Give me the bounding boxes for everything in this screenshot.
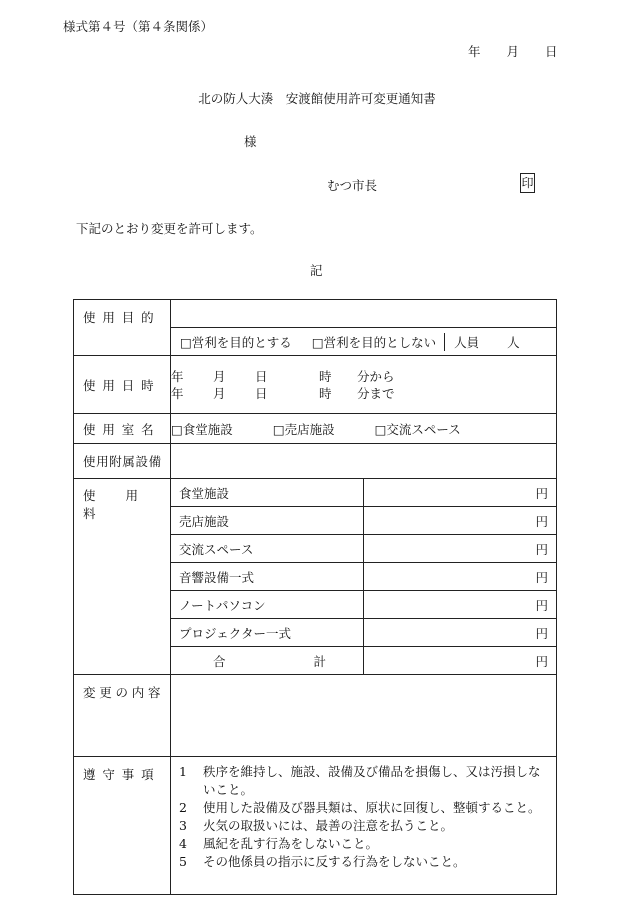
fees-label xyxy=(74,479,171,675)
fee-item-amount[interactable]: 円 xyxy=(364,563,557,591)
from-hour: 時 xyxy=(319,368,332,384)
room-option-lounge[interactable]: □交流スペース xyxy=(374,421,461,437)
from-year: 年 xyxy=(171,368,184,384)
issuer: むつ市長 xyxy=(327,178,378,193)
fee-total-label-1: 合 xyxy=(213,653,226,669)
rules-label: 遵守事項 xyxy=(74,757,171,895)
datetime-input[interactable] xyxy=(171,356,557,414)
rule-item xyxy=(179,799,548,817)
rule-text: その他係員の指示に反する行為をしないこと。 xyxy=(203,854,466,869)
to-month: 月 xyxy=(213,385,226,401)
fee-total-label xyxy=(171,647,364,675)
notice-form-table xyxy=(73,299,557,895)
equipment-input[interactable] xyxy=(171,444,557,479)
equipment-label: 使用附属設備 xyxy=(74,444,171,479)
date-day: 日 xyxy=(545,44,558,59)
room-option-shop[interactable]: □売店施設 xyxy=(272,421,335,437)
rule-item xyxy=(179,835,548,853)
fee-item-amount[interactable]: 円 xyxy=(364,591,557,619)
rule-number: 4 xyxy=(179,836,187,851)
fees-label-1: 使 xyxy=(83,488,96,503)
purpose-options-cell xyxy=(171,328,557,356)
date-year: 年 xyxy=(468,44,481,59)
fee-item-amount[interactable]: 円 xyxy=(364,619,557,647)
to-day: 日 xyxy=(255,385,268,401)
to-minute: 分まで xyxy=(357,385,395,401)
rule-number: 2 xyxy=(179,800,187,815)
to-hour: 時 xyxy=(319,385,332,401)
fee-item-amount[interactable]: 円 xyxy=(364,479,557,507)
room-option-cafeteria[interactable]: □食堂施設 xyxy=(171,421,233,437)
fee-item-amount[interactable]: 円 xyxy=(364,535,557,563)
rooms-label: 使用室名 xyxy=(74,414,171,444)
fees-label-2: 用 xyxy=(125,488,139,503)
rule-number: 5 xyxy=(179,854,187,869)
rule-number: 1 xyxy=(179,764,187,779)
headcount-label: 人員 xyxy=(454,334,480,350)
from-minute: 分から xyxy=(357,368,395,384)
datetime-to-row xyxy=(171,385,556,402)
intro-text: 下記のとおり変更を許可します。 xyxy=(76,221,263,236)
to-year: 年 xyxy=(171,385,184,401)
date-line xyxy=(468,42,558,60)
rule-text: 秩序を維持し、施設、設備及び備品を損傷し、又は汚損しないこと。 xyxy=(203,764,541,797)
from-day: 日 xyxy=(255,368,268,384)
from-month: 月 xyxy=(213,368,226,384)
changes-label: 変更の内容 xyxy=(74,675,171,757)
fee-item-name: 売店施設 xyxy=(171,507,364,535)
purpose-label: 使用目的 xyxy=(74,300,171,356)
headcount[interactable] xyxy=(444,333,520,351)
fee-item-name: プロジェクター一式 xyxy=(171,619,364,647)
document-title: 北の防人大湊 安渡館使用許可変更通知書 xyxy=(198,91,436,106)
rooms-options xyxy=(171,414,557,444)
fee-item-name: 交流スペース xyxy=(171,535,364,563)
fee-item-name: 食堂施設 xyxy=(171,479,364,507)
rule-text: 風紀を乱す行為をしないこと。 xyxy=(203,836,379,851)
rule-item xyxy=(179,763,548,799)
purpose-option-nonprofit[interactable]: □営利を目的としない xyxy=(311,334,437,350)
rule-text: 使用した設備及び器具類は、原状に回復し、整頓すること。 xyxy=(203,800,541,815)
rule-text: 火気の取扱いには、最善の注意を払うこと。 xyxy=(203,818,454,833)
ki-heading: 記 xyxy=(310,263,323,278)
date-month: 月 xyxy=(506,44,520,59)
fee-total-label-2: 計 xyxy=(313,653,327,669)
fees-label-3: 料 xyxy=(83,506,96,521)
changes-input[interactable] xyxy=(171,675,557,757)
rules-list xyxy=(171,757,557,895)
fee-total-amount[interactable]: 円 xyxy=(364,647,557,675)
rule-number: 3 xyxy=(179,818,187,833)
rule-item xyxy=(179,853,548,871)
datetime-label: 使用日時 xyxy=(74,356,171,414)
purpose-option-profit[interactable]: □営利を目的とする xyxy=(180,334,292,350)
datetime-from-row xyxy=(171,368,556,385)
headcount-unit: 人 xyxy=(507,334,520,350)
fee-item-name: 音響設備一式 xyxy=(171,563,364,591)
fee-item-name: ノートパソコン xyxy=(171,591,364,619)
purpose-input[interactable] xyxy=(171,300,557,328)
addressee-suffix: 様 xyxy=(244,134,257,149)
form-number: 様式第４号（第４条関係） xyxy=(63,19,214,34)
seal-mark: 印 xyxy=(520,173,535,193)
fee-item-amount[interactable]: 円 xyxy=(364,507,557,535)
rule-item xyxy=(179,817,548,835)
